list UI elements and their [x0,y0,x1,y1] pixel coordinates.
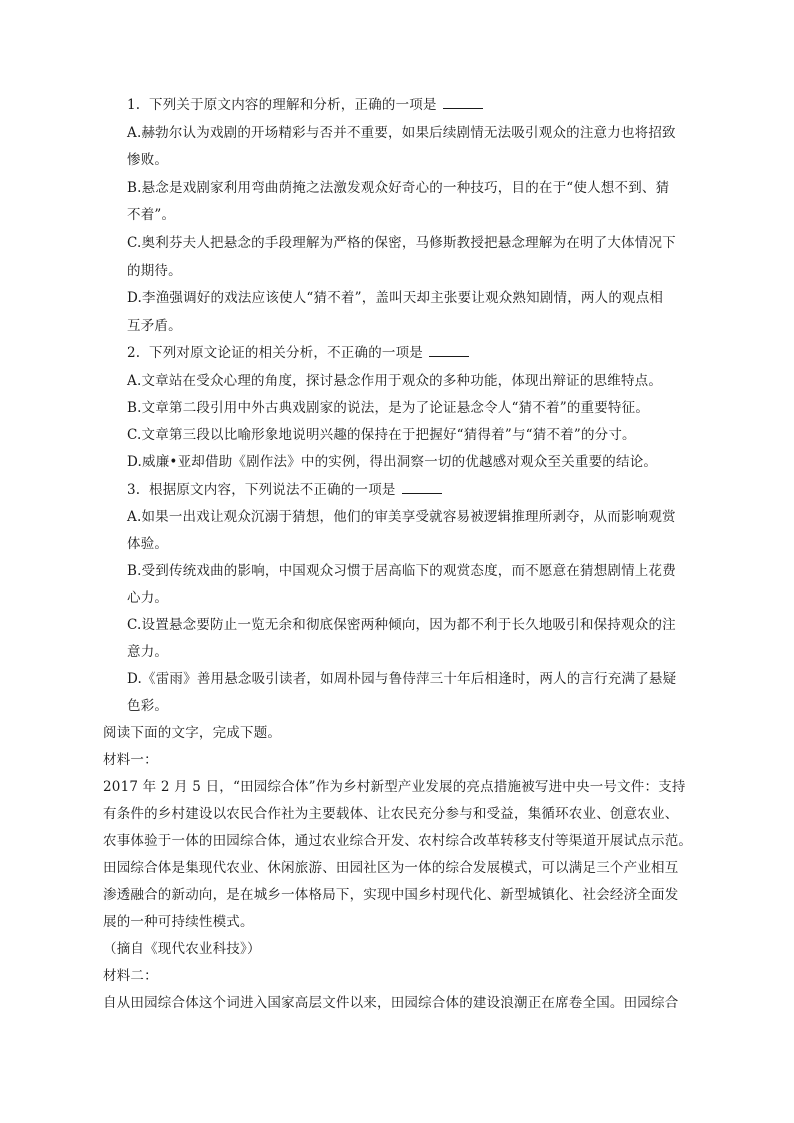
material-1-line: 展的一种可持续性模式。 [103,914,254,930]
option-line: C.设置悬念要防止一览无余和彻底保密两种倾向，因为都不利于长久地吸引和保持观众的注 [127,617,676,633]
question-1-stem [127,96,483,114]
question-text: 下列对原文论证的相关分析，不正确的一项是 [149,345,423,361]
option-line: A.如果一出戏让观众沉溺于猜想，他们的审美享受就容易被逻辑推理所剥夺，从而影响观赏 [127,509,676,525]
material-2-line: 自从田园综合体这个词进入国家高层文件以来，田园综合体的建设浪潮正在席卷全国。田园综合 [103,995,679,1011]
material-1-line: 农事体验于一体的田园综合体，通过农业综合开发、农村综合改革转移支付等渠道开展试点示范。 [103,833,693,849]
option-line: D.威廉•亚却借助《剧作法》中的实例，得出洞察一切的优越感对观众至关重要的结论。 [127,454,658,470]
option-line: C.文章第三段以比喻形象地说明兴趣的保持在于把握好“猜得着”与“猜不着”的分寸。 [127,427,636,443]
question-text: 根据原文内容，下列说法不正确的一项是 [149,482,396,498]
question-3-stem [127,481,442,499]
material-1-line: 有条件的乡村建设以农民合作社为主要载体、让农民充分参与和受益，集循环农业、创意农业、 [103,806,679,822]
option-line: 的期待。 [127,263,182,279]
material-1-line: 田园综合体是集现代农业、休闲旅游、田园社区为一体的综合发展模式，可以满足三个产业相互 [103,860,679,876]
option-line: D.《雷雨》善用悬念吸引读者，如周朴园与鲁侍萍三十年后相逢时，两人的言行充满了悬疑 [127,671,677,687]
option-line: B.悬念是戏剧家利用弯曲荫掩之法激发观众好奇心的一种技巧，目的在于“使人想不到、猜 [127,180,670,196]
question-2-stem [127,344,469,362]
question-number: 2. [127,345,141,361]
option-line: C.奥利芬夫人把悬念的手段理解为严格的保密，马修斯教授把悬念理解为在明了大体情况下 [127,235,676,251]
material-1-title: 材料一： [103,752,158,768]
option-line: 意力。 [127,644,169,660]
option-line: B.文章第二段引用中外古典戏剧家的说法，是为了论证悬念令人“猜不着”的重要特征。 [127,400,650,416]
option-line: A.赫勃尔认为戏剧的开场精彩与否并不重要，如果后续剧情无法吸引观众的注意力也将招致 [127,125,676,141]
option-line: 色彩。 [127,698,169,714]
option-line: 心力。 [127,590,169,606]
answer-blank[interactable] [402,481,442,494]
option-line: 体验。 [127,536,169,552]
material-1-source: （摘自《现代农业科技》） [103,941,261,957]
option-line: B.受到传统戏曲的影响，中国观众习惯于居高临下的观赏态度，而不愿意在猜想剧情上花费 [127,563,676,579]
question-number: 3. [127,482,141,498]
answer-blank[interactable] [429,344,469,357]
question-text: 下列关于原文内容的理解和分析，正确的一项是 [149,97,437,113]
option-line: A.文章站在受众心理的角度，探讨悬念作用于观众的多种功能，体现出辩证的思维特点。 [127,373,663,389]
option-line: D.李渔强调好的戏法应该使人“猜不着”，盖叫天却主张要让观众熟知剧情，两人的观点相 [127,290,664,306]
material-1-line: 2017 年 2 月 5 日，“田园综合体”作为乡村新型产业发展的亮点措施被写进中央一号文件：支持 [103,779,686,795]
reading-instruction: 阅读下面的文字，完成下题。 [103,725,282,741]
material-1-line: 渗透融合的新动向，是在城乡一体格局下，实现中国乡村现代化、新型城镇化、社会经济全面发 [103,887,679,903]
option-line: 惨败。 [127,152,169,168]
material-2-title: 材料二： [103,968,158,984]
option-line: 互矛盾。 [127,318,182,334]
option-line: 不着”。 [127,207,176,223]
question-number: 1. [127,97,141,113]
answer-blank[interactable] [443,96,483,109]
